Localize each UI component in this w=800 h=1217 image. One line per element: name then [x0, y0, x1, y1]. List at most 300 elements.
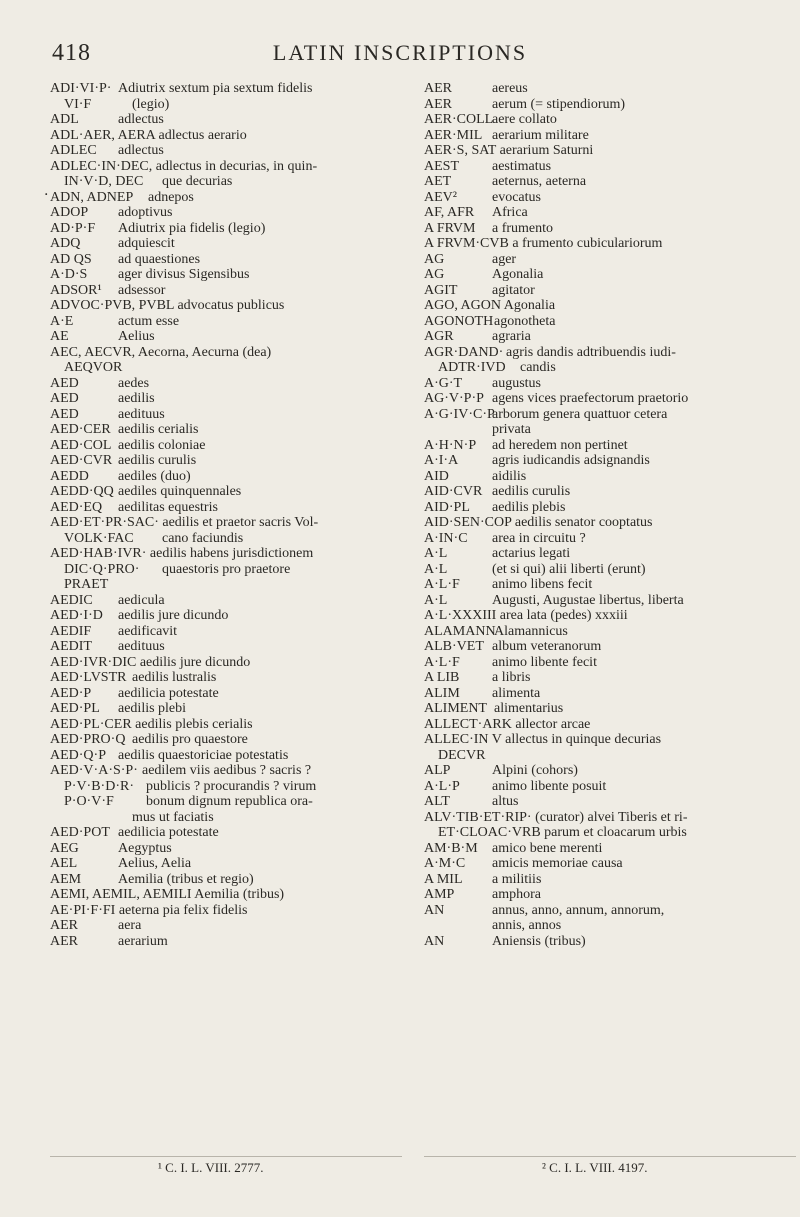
- abbreviation: AEST: [424, 158, 459, 174]
- abbreviation: ALLEC·IN V allectus in quinque decurias: [424, 732, 662, 747]
- entry-line: [50, 934, 402, 950]
- abbreviation: ADL: [50, 112, 79, 127]
- entry-line: [424, 624, 796, 640]
- abbreviation: A·L·F: [424, 654, 460, 670]
- entry-line: [424, 221, 796, 237]
- abbreviation: VI·F: [64, 96, 92, 112]
- entry-line: [424, 918, 796, 934]
- expansion: Aelius: [118, 329, 155, 344]
- margin-mark: .: [44, 183, 49, 199]
- expansion: adlectus: [118, 112, 164, 127]
- entry-line: [424, 717, 796, 733]
- expansion: amico bene merenti: [492, 840, 603, 856]
- entry-line: [424, 763, 796, 779]
- abbreviation: ALB·VET: [424, 639, 484, 654]
- expansion: alimentarius: [494, 701, 564, 716]
- abbreviation: AED·Q·P: [50, 747, 106, 763]
- entry-line: [424, 484, 796, 500]
- abbreviation: AEMI, AEMIL, AEMILI Aemilia (tribus): [50, 887, 285, 902]
- abbreviation: ADLEC·IN·DEC, adlectus in decurias, in quin-: [50, 158, 318, 174]
- entry-line: [50, 159, 402, 175]
- abbreviation: AED·PRO·Q: [50, 732, 126, 747]
- footnote-right: ² C. I. L. VIII. 4197.: [542, 1160, 648, 1175]
- expansion: aedituus: [118, 639, 165, 654]
- abbreviation: PRAET: [64, 577, 109, 592]
- abbreviation: A LIB: [424, 670, 460, 685]
- abbreviation: AED: [50, 375, 79, 391]
- abbreviation: A MIL: [424, 871, 463, 887]
- abbreviation: AER·COLL: [424, 112, 494, 127]
- entry-line: [424, 887, 796, 903]
- expansion: aedilem viis aedibus ? sacris ?: [142, 763, 312, 778]
- expansion: aedicula: [118, 592, 165, 608]
- abbreviation: ADL·AER, AERA adlectus aerario: [50, 127, 247, 143]
- abbreviation: ET·CLOAC·VRB parum et cloacarum urbis: [438, 825, 687, 840]
- expansion: aedituus: [118, 406, 165, 422]
- entry-line: [50, 872, 402, 888]
- abbreviation: AN: [424, 902, 445, 918]
- entry-line: [50, 825, 402, 841]
- footnote-rule: [50, 1156, 402, 1157]
- entry-line: [424, 794, 796, 810]
- expansion: augustus: [492, 375, 541, 391]
- entry-line: [424, 934, 796, 950]
- entry-line: [424, 515, 796, 531]
- expansion: agraria: [492, 329, 531, 344]
- abbreviation: A·G·IV·C·P: [424, 406, 495, 422]
- expansion: quaestoris pro praetore: [162, 561, 291, 577]
- expansion: Augusti, Augustae libertus, liberta: [492, 592, 684, 608]
- abbreviation: ALIMENT: [424, 701, 487, 716]
- abbreviation: A FRVM: [424, 220, 476, 236]
- abbreviation: A·H·N·P: [424, 437, 477, 453]
- abbreviation: AED·HAB·IVR· aedilis habens jurisdictionem: [50, 546, 314, 561]
- abbreviation: AER: [50, 933, 78, 949]
- expansion: Africa: [492, 205, 528, 220]
- expansion: privata: [492, 422, 531, 437]
- abbreviation: AET: [424, 174, 452, 189]
- abbreviation: A·IN·C: [424, 530, 468, 546]
- entry-line: [424, 143, 796, 159]
- entry-line: [50, 236, 402, 252]
- abbreviation: AF, AFR: [424, 205, 475, 220]
- abbreviation: AED·IVR·DIC aedilis jure dicundo: [50, 654, 251, 670]
- entry-line: [50, 81, 402, 97]
- abbreviation: P·O·V·F: [64, 794, 114, 809]
- expansion: adoptivus: [118, 205, 173, 220]
- expansion: Adiutrix pia fidelis (legio): [118, 220, 266, 236]
- entry-line: [50, 407, 402, 423]
- expansion: bonum dignum republica ora-: [146, 794, 313, 809]
- abbreviation: AER: [424, 81, 452, 96]
- expansion: Aegyptus: [118, 840, 172, 856]
- abbreviation: AEC, AECVR, Aecorna, Aecurna (dea): [50, 344, 272, 360]
- entry-line: [50, 887, 402, 903]
- abbreviation: A·L: [424, 546, 448, 561]
- abbreviation: A·L: [424, 561, 448, 577]
- expansion: que decurias: [162, 174, 233, 189]
- abbreviation: AER: [50, 918, 78, 933]
- expansion: alimenta: [492, 685, 541, 701]
- entry-line: [50, 515, 402, 531]
- entry-line: [424, 422, 796, 438]
- abbreviation: AEQVOR: [64, 360, 123, 375]
- entry-line: [50, 360, 402, 376]
- expansion: cano faciundis: [162, 530, 244, 546]
- abbreviation: AED: [50, 391, 79, 406]
- abbreviation: AED·CVR: [50, 453, 113, 468]
- abbreviation: AED·LVSTR: [50, 670, 127, 685]
- entry-line: [50, 314, 402, 330]
- entry-line: [424, 112, 796, 128]
- entry-line: [424, 670, 796, 686]
- entry-line: [424, 810, 796, 826]
- entry-line: [424, 360, 796, 376]
- entry-line: [50, 546, 402, 562]
- abbreviation: AER·MIL: [424, 127, 483, 143]
- entry-line: [50, 391, 402, 407]
- entry-line: [424, 825, 796, 841]
- entry-line: [50, 903, 402, 919]
- abbreviation: A·D·S: [50, 267, 88, 282]
- page-number: 418: [52, 40, 91, 66]
- expansion: adquiescit: [118, 236, 175, 251]
- abbreviation: A·I·A: [424, 453, 459, 468]
- expansion: aedilis curulis: [492, 484, 571, 499]
- entry-line: [424, 779, 796, 795]
- expansion: Aniensis (tribus): [492, 933, 586, 949]
- entry-line: [424, 252, 796, 268]
- abbreviation: AEL: [50, 856, 78, 871]
- abbreviation: ADTR·IVD: [438, 360, 506, 375]
- entry-line: [424, 856, 796, 872]
- abbreviation: IN·V·D, DEC: [64, 174, 144, 189]
- expansion: (legio): [132, 96, 170, 112]
- expansion: Adiutrix sextum pia sextum fidelis: [118, 81, 313, 96]
- expansion: aedilicia potestate: [118, 685, 219, 701]
- expansion: Aemilia (tribus et regio): [118, 871, 254, 887]
- entry-line: [50, 841, 402, 857]
- abbreviation: AM·B·M: [424, 840, 478, 856]
- entry-line: [50, 856, 402, 872]
- expansion: aedilis plebi: [118, 701, 187, 716]
- abbreviation: AED·PL: [50, 701, 100, 716]
- abbreviation: DECVR: [438, 747, 486, 763]
- expansion: area in circuitu ?: [492, 530, 586, 546]
- expansion: album veteranorum: [492, 639, 602, 654]
- entry-line: [424, 391, 796, 407]
- entry-line: [424, 686, 796, 702]
- entry-line: [50, 143, 402, 159]
- expansion: aerarium: [118, 933, 168, 949]
- entry-line: [424, 329, 796, 345]
- entry-line: [50, 500, 402, 516]
- expansion: aerarium militare: [492, 127, 589, 143]
- abbreviation: AG: [424, 251, 445, 267]
- entry-line: [50, 918, 402, 934]
- expansion: aereus: [492, 81, 528, 96]
- expansion: adsessor: [118, 282, 166, 298]
- expansion: aedilis lustralis: [132, 670, 217, 685]
- expansion: aedificavit: [118, 623, 178, 639]
- entry-line: [50, 453, 402, 469]
- entry-line: [50, 670, 402, 686]
- entry-line: [50, 717, 402, 733]
- entry-line: [50, 283, 402, 299]
- abbreviation: A FRVM·CVB a frumento cubiculariorum: [424, 236, 663, 251]
- abbreviation: VOLK·FAC: [64, 530, 134, 546]
- entry-line: [50, 639, 402, 655]
- abbreviation: ADSOR¹: [50, 282, 102, 298]
- left-column: [50, 81, 402, 949]
- abbreviation: AEDD·QQ: [50, 484, 114, 499]
- expansion: annis, annos: [492, 918, 562, 933]
- abbreviation: AID·SEN·COP aedilis senator cooptatus: [424, 515, 653, 530]
- expansion: annus, anno, annum, annorum,: [492, 902, 665, 918]
- expansion: arborum genera quattuor cetera: [492, 406, 668, 422]
- abbreviation: ALT: [424, 794, 450, 809]
- entry-line: [424, 531, 796, 547]
- abbreviation: ADLEC: [50, 143, 97, 158]
- entry-line: [50, 190, 402, 206]
- entry-line: [50, 97, 402, 113]
- abbreviation: AE·PI·F·FI aeterna pia felix fidelis: [50, 902, 248, 918]
- abbreviation: AED: [50, 406, 79, 422]
- expansion: ager: [492, 251, 517, 267]
- expansion: Agonalia: [492, 267, 544, 282]
- abbreviation: AGONOTH: [424, 313, 494, 329]
- entry-line: [50, 252, 402, 268]
- expansion: aedilis: [118, 391, 155, 406]
- abbreviation: AID·CVR: [424, 484, 483, 499]
- abbreviation: ALIM: [424, 685, 460, 701]
- entry-line: [50, 810, 402, 826]
- entry-line: [50, 608, 402, 624]
- page-header: [0, 40, 800, 76]
- entry-line: [50, 267, 402, 283]
- abbreviation: A·G·T: [424, 375, 463, 391]
- entry-line: [424, 546, 796, 562]
- entry-line: [50, 763, 402, 779]
- expansion: aediles (duo): [118, 468, 191, 484]
- abbreviation: A·L·P: [424, 778, 460, 794]
- expansion: aedilis pro quaestore: [132, 732, 248, 747]
- expansion: animo libente fecit: [492, 654, 597, 670]
- expansion: aeternus, aeterna: [492, 174, 587, 189]
- entry-line: [50, 422, 402, 438]
- abbreviation: AID: [424, 468, 449, 484]
- entry-line: [50, 205, 402, 221]
- entry-line: [424, 159, 796, 175]
- expansion: aedilicia potestate: [118, 825, 219, 840]
- entry-line: [50, 655, 402, 671]
- entry-line: [424, 376, 796, 392]
- entry-line: [50, 128, 402, 144]
- entry-line: [424, 174, 796, 190]
- abbreviation: AGO, AGON Agonalia: [424, 298, 556, 313]
- expansion: Alamannicus: [494, 623, 568, 639]
- entry-line: [50, 345, 402, 361]
- expansion: actum esse: [118, 313, 180, 329]
- expansion: adnepos: [148, 189, 194, 205]
- entry-line: [50, 438, 402, 454]
- entry-line: [50, 221, 402, 237]
- entry-line: [424, 732, 796, 748]
- expansion: aediles quinquennales: [118, 484, 242, 499]
- entry-line: [424, 283, 796, 299]
- abbreviation: AED·I·D: [50, 608, 103, 623]
- entry-line: [424, 608, 796, 624]
- expansion: aedilis plebis: [492, 499, 566, 515]
- expansion: Alpini (cohors): [492, 763, 578, 778]
- entry-line: [424, 500, 796, 516]
- expansion: ad quaestiones: [118, 251, 201, 267]
- entry-line: [424, 872, 796, 888]
- entry-line: [50, 748, 402, 764]
- abbreviation: AED·V·A·S·P·: [50, 763, 138, 778]
- abbreviation: AMP: [424, 887, 455, 902]
- abbreviation: AEG: [50, 840, 79, 856]
- expansion: a frumento: [492, 220, 554, 236]
- entry-line: [50, 624, 402, 640]
- abbreviation: AEDIF: [50, 623, 92, 639]
- abbreviation: A·L: [424, 592, 448, 608]
- entry-line: [424, 205, 796, 221]
- expansion: actarius legati: [492, 546, 571, 561]
- expansion: aedilis curulis: [118, 453, 197, 468]
- abbreviation: ALLECT·ARK allector arcae: [424, 716, 591, 732]
- expansion: aedilitas equestris: [118, 499, 218, 515]
- expansion: aerum (= stipendiorum): [492, 96, 626, 112]
- abbreviation: AED·CER: [50, 422, 111, 437]
- expansion: Aelius, Aelia: [118, 856, 192, 871]
- abbreviation: AED·EQ: [50, 499, 103, 515]
- entry-line: [50, 593, 402, 609]
- abbreviation: AEDD: [50, 468, 89, 484]
- abbreviation: AGR·DAND·: [424, 344, 504, 360]
- expansion: adlectus: [118, 143, 164, 158]
- expansion: aere collato: [492, 112, 557, 127]
- expansion: aedilis quaestoriciae potestatis: [118, 747, 289, 763]
- entry-line: [424, 469, 796, 485]
- expansion: publicis ? procurandis ? virum: [146, 778, 317, 794]
- abbreviation: AG·V·P·P: [424, 391, 484, 406]
- expansion: aedilis jure dicundo: [118, 608, 229, 623]
- abbreviation: ALP: [424, 763, 451, 778]
- abbreviation: AID·PL: [424, 499, 470, 515]
- abbreviation: ADQ: [50, 236, 81, 251]
- entry-line: [424, 655, 796, 671]
- abbreviation: A·L·XXXIII area lata (pedes) xxxiii: [424, 608, 628, 623]
- abbreviation: A·M·C: [424, 856, 466, 871]
- expansion: (et si qui) alii liberti (erunt): [492, 561, 646, 577]
- footnote-rule: [424, 1156, 796, 1157]
- abbreviation: AEDIT: [50, 639, 92, 654]
- abbreviation: AGIT: [424, 282, 458, 298]
- entry-line: [424, 639, 796, 655]
- expansion: aedilis cerialis: [118, 422, 199, 437]
- abbreviation: AE: [50, 329, 69, 344]
- expansion: animo libente posuit: [492, 778, 607, 794]
- entry-line: [50, 686, 402, 702]
- expansion: amicis memoriae causa: [492, 856, 623, 871]
- expansion: mus ut faciatis: [132, 809, 214, 825]
- expansion: animo libens fecit: [492, 577, 593, 592]
- abbreviation: A·E: [50, 313, 74, 329]
- entry-line: [50, 174, 402, 190]
- abbreviation: DIC·Q·PRO·: [64, 561, 140, 577]
- expansion: agitator: [492, 282, 535, 298]
- entry-line: [50, 329, 402, 345]
- entry-line: [50, 732, 402, 748]
- abbreviation: AN: [424, 933, 445, 949]
- entry-line: [424, 128, 796, 144]
- expansion: aera: [118, 918, 142, 933]
- entry-line: [50, 794, 402, 810]
- expansion: agris iudicandis adsignandis: [492, 453, 650, 468]
- entry-line: [50, 469, 402, 485]
- abbreviation: AGR: [424, 329, 454, 344]
- abbreviation: AEV²: [424, 189, 457, 205]
- abbreviation: ADN, ADNEP: [50, 189, 134, 205]
- abbreviation: AED·P: [50, 685, 92, 701]
- expansion: amphora: [492, 887, 541, 902]
- entry-line: [50, 112, 402, 128]
- abbreviation: AD·P·F: [50, 220, 96, 236]
- expansion: agris dandis adtribuendis iudi-: [506, 344, 676, 360]
- abbreviation: AEM: [50, 871, 82, 887]
- abbreviation: ADI·VI·P·: [50, 81, 112, 96]
- entry-line: [424, 701, 796, 717]
- abbreviation: AED·COL: [50, 437, 112, 453]
- entry-line: [50, 298, 402, 314]
- expansion: evocatus: [492, 189, 541, 205]
- expansion: aestimatus: [492, 158, 552, 174]
- abbreviation: AED·PL·CER aedilis plebis cerialis: [50, 716, 253, 732]
- abbreviation: AD QS: [50, 251, 92, 267]
- entry-line: [424, 314, 796, 330]
- abbreviation: AED·POT: [50, 825, 110, 840]
- entry-line: [50, 779, 402, 795]
- abbreviation: ADOP: [50, 205, 89, 220]
- expansion: a libris: [492, 670, 531, 685]
- entry-line: [424, 236, 796, 252]
- abbreviation: ALAMANN: [424, 623, 496, 639]
- abbreviation: AEDIC: [50, 592, 93, 608]
- entry-line: [424, 81, 796, 97]
- entry-line: [50, 577, 402, 593]
- abbreviation: ADVOC·PVB, PVBL advocatus publicus: [50, 298, 285, 313]
- expansion: aidilis: [492, 468, 527, 484]
- abbreviation: AER·S, SAT aerarium Saturni: [424, 143, 594, 158]
- entry-line: [50, 562, 402, 578]
- running-title: LATIN INSCRIPTIONS: [272, 40, 528, 65]
- entry-line: [424, 748, 796, 764]
- entry-line: [424, 267, 796, 283]
- expansion: agonotheta: [494, 313, 556, 329]
- abbreviation: ALV·TIB·ET·RIP· (curator) alvei Tiberis et ri-: [424, 809, 688, 825]
- abbreviation: AER: [424, 96, 452, 112]
- entry-line: [50, 701, 402, 717]
- entry-line: [424, 903, 796, 919]
- entry-line: [424, 345, 796, 361]
- abbreviation: P·V·B·D·R·: [64, 778, 134, 794]
- entry-line: [424, 190, 796, 206]
- entry-line: [424, 438, 796, 454]
- entry-line: [50, 484, 402, 500]
- expansion: ad heredem non pertinet: [492, 437, 628, 453]
- entry-line: [50, 531, 402, 547]
